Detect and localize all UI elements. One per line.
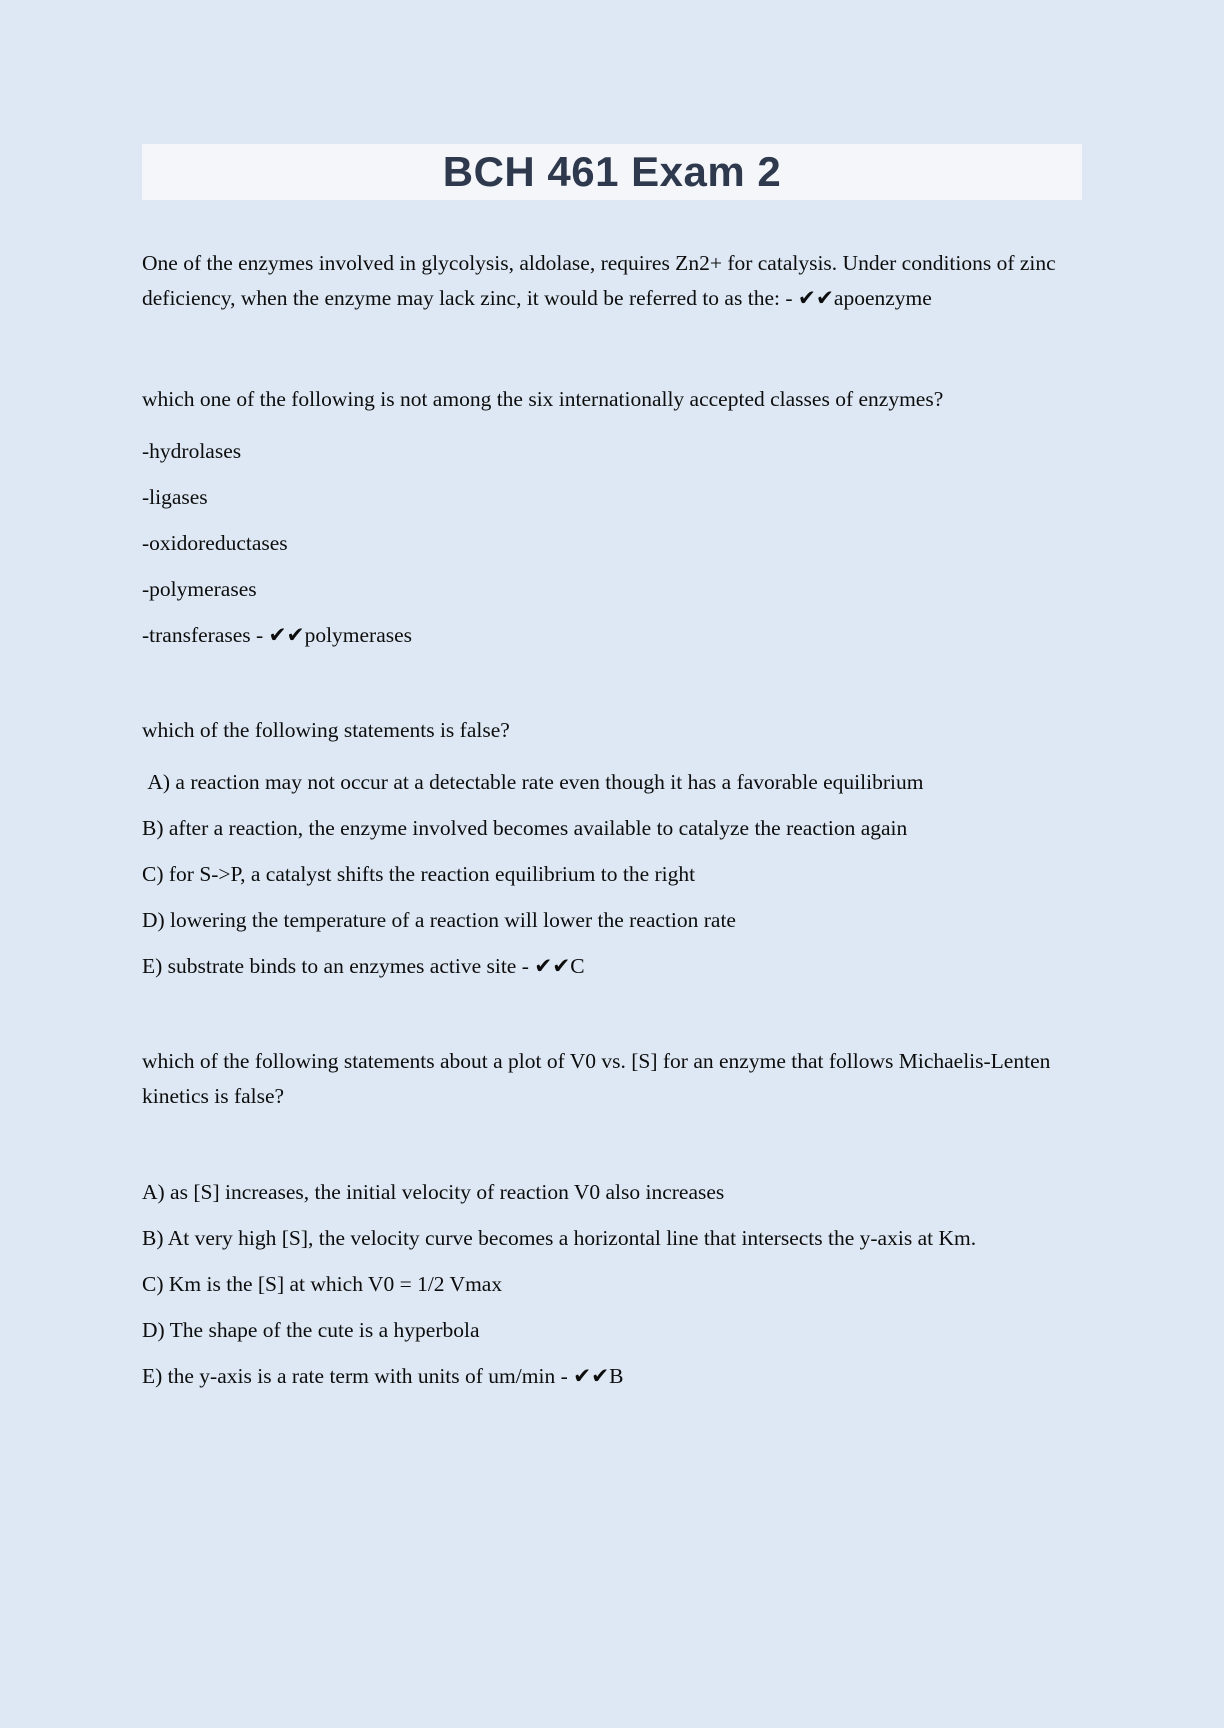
answer-option: -ligases bbox=[142, 485, 208, 509]
question-block-1 bbox=[142, 246, 1082, 316]
answer-option: E) substrate binds to an enzymes active site - ✔✔C bbox=[142, 954, 585, 978]
question-block-2 bbox=[142, 382, 1082, 647]
page-title: BCH 461 Exam 2 bbox=[442, 148, 782, 195]
answer-option: -polymerases bbox=[142, 577, 257, 601]
answer-option: -transferases - ✔✔polymerases bbox=[142, 623, 413, 647]
answer-option: C) Km is the [S] at which V0 = 1/2 Vmax bbox=[142, 1272, 503, 1296]
question-block-3 bbox=[142, 713, 1082, 978]
answer-option: C) for S->P, a catalyst shifts the reaction equilibrium to the right bbox=[142, 862, 696, 886]
exam-document-page bbox=[142, 144, 1082, 1388]
answer-option: B) after a reaction, the enzyme involved becomes available to catalyze the reaction again bbox=[142, 816, 908, 840]
document-header bbox=[142, 144, 1082, 200]
question-block-4 bbox=[142, 1044, 1082, 1388]
answer-option: A) as [S] increases, the initial velocity of reaction V0 also increases bbox=[142, 1180, 725, 1204]
question-prompt: which one of the following is not among the six internationally accepted classes of enzymes? bbox=[142, 387, 944, 411]
question-prompt: One of the enzymes involved in glycolysis, aldolase, requires Zn2+ for catalysis. Under conditions of zinc deficiency, when the enzyme may lack zinc, it would be referred to as the: - ✔✔apoenzyme bbox=[142, 251, 1062, 310]
answer-option: A) a reaction may not occur at a detectable rate even though it has a favorable equilibrium bbox=[142, 770, 924, 794]
answer-option: D) The shape of the cute is a hyperbola bbox=[142, 1318, 480, 1342]
answer-option: B) At very high [S], the velocity curve becomes a horizontal line that intersects the y-axis at Km. bbox=[142, 1226, 977, 1250]
question-prompt: which of the following statements is false? bbox=[142, 718, 510, 742]
answer-option: -hydrolases bbox=[142, 439, 242, 463]
answer-option: -oxidoreductases bbox=[142, 531, 288, 555]
answer-option: E) the y-axis is a rate term with units of um/min - ✔✔B bbox=[142, 1364, 624, 1388]
question-prompt: which of the following statements about a plot of V0 vs. [S] for an enzyme that follows Michaelis-Lenten kinetics is false? bbox=[142, 1049, 1056, 1108]
answer-option: D) lowering the temperature of a reaction will lower the reaction rate bbox=[142, 908, 736, 932]
